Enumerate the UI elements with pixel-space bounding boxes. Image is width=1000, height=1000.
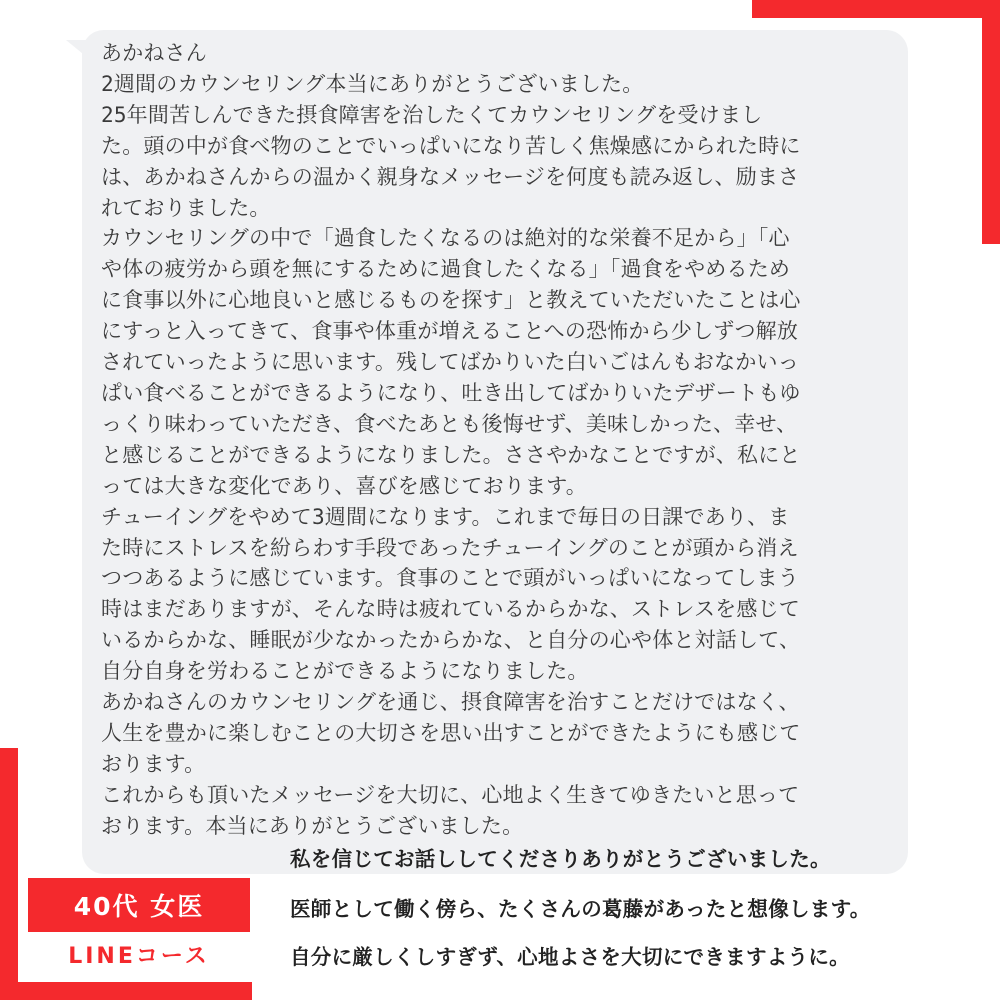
message-line: いるからかな、睡眠が少なかったからかな、と自分の心や体と対話して、 <box>101 628 801 653</box>
message-line: は、あかねさんからの温かく親身なメッセージを何度も読み返し、励まさ <box>101 164 800 189</box>
message-line: されていったように思います。残してばかりいた白いごはんもおなかいっ <box>101 350 799 375</box>
message-line: っくり味わっていただき、食べたあとも後悔せず、美味しかった、幸せ、 <box>101 411 798 436</box>
reply-line-1: 私を信じてお話ししてくださりありがとうございました。 <box>290 847 831 871</box>
message-line: あかねさんのカウンセリングを通じ、摂食障害を治すことだけではなく、 <box>101 690 800 715</box>
message-line: 2週間のカウンセリング本当にありがとうございました。 <box>101 71 644 96</box>
client-profile-badge: 40代 女医 <box>28 878 250 932</box>
message-line: 25年間苦しんできた摂食障害を治したくてカウンセリングを受けまし <box>101 102 763 127</box>
message-line: た時にストレスを紛らわす手段であったチューイングのことが頭から消え <box>101 535 799 560</box>
message-line: に食事以外に心地良いと感じるものを探す」と教えていただいたことは心 <box>101 288 801 313</box>
message-line: おります。 <box>101 751 206 776</box>
message-line: と感じることができるようになりました。ささやかなことですが、私にと <box>101 442 801 467</box>
message-line: っては大きな変化であり、喜びを感じております。 <box>101 473 587 498</box>
chat-message-text <box>101 38 901 842</box>
message-line: にすっと入ってきて、食事や体重が増えることへの恐怖から少しずつ解放 <box>101 319 799 344</box>
message-line: つつあるように感じています。食事のことで頭がいっぱいになってしまう <box>101 566 799 591</box>
message-line: おります。本当にありがとうございました。 <box>101 813 524 838</box>
message-line: カウンセリングの中で「過食したくなるのは絶対的な栄養不足から」「心 <box>101 226 790 251</box>
message-line: た。頭の中が食べ物のことでいっぱいになり苦しく焦燥感にかられた時に <box>101 133 801 158</box>
reply-line-2: 医師として働く傍ら、たくさんの葛藤があったと想像します。 <box>290 897 871 921</box>
course-label: LINEコース <box>68 943 210 969</box>
reply-line-3: 自分に厳しくしすぎず、心地よさを大切にできますように。 <box>290 945 850 969</box>
message-line: あかねさん <box>101 41 207 65</box>
message-line: ぱい食べることができるようになり、吐き出してばかりいたデザートもゆ <box>101 380 801 405</box>
message-line: 自分自身を労わることができるようになりました。 <box>101 659 589 684</box>
message-line: や体の疲労から頭を無にするために過食したくなる」「過食をやめるため <box>101 257 791 282</box>
message-line: れておりました。 <box>101 195 271 220</box>
message-line: チューイングをやめて3週間になります。これまで毎日の日課であり、ま <box>101 504 790 529</box>
message-line: 時はまだありますが、そんな時は疲れているからかな、ストレスを感じて <box>101 597 800 622</box>
message-line: これからも頂いたメッセージを大切に、心地よく生きてゆきたいと思って <box>101 782 800 807</box>
message-line: 人生を豊かに楽しむことの大切さを思い出すことができたようにも感じて <box>101 720 801 745</box>
